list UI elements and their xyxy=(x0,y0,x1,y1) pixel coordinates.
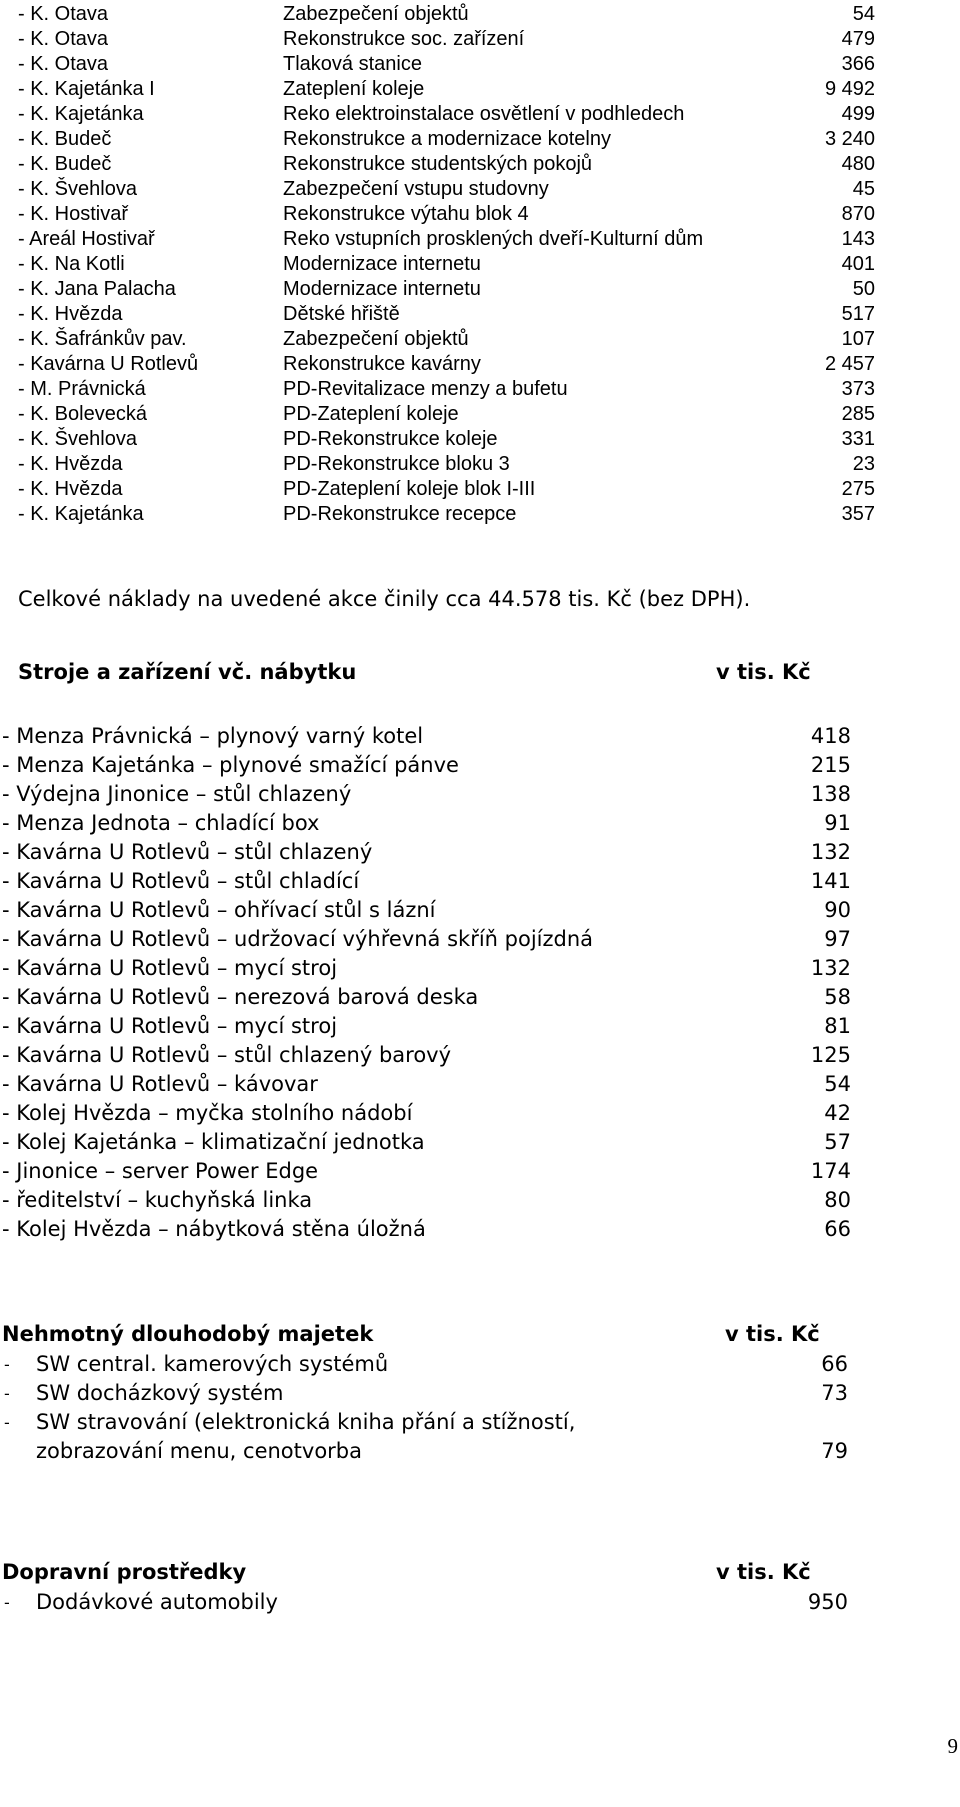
item-text: - Kolej Hvězda – nábytková stěna úložná xyxy=(2,1217,426,1241)
list-item xyxy=(0,227,960,252)
list-item xyxy=(0,983,960,1012)
project-location: - K. Otava xyxy=(18,3,109,25)
list-item xyxy=(0,1379,960,1408)
project-amount: 480 xyxy=(841,153,875,175)
list-item xyxy=(0,377,960,402)
item-text: - Menza Kajetánka – plynové smažící pánve xyxy=(2,753,459,777)
item-amount: 138 xyxy=(810,782,851,806)
project-amount: 870 xyxy=(841,203,875,225)
project-amount: 373 xyxy=(841,378,875,400)
project-location: - K. Kajetánka xyxy=(18,103,144,125)
item-text: - Kavárna U Rotlevů – mycí stroj xyxy=(2,1014,338,1038)
item-text: - Kavárna U Rotlevů – ohřívací stůl s lázní xyxy=(2,898,436,922)
list-item xyxy=(0,302,960,327)
list-item xyxy=(0,1099,960,1128)
list-item xyxy=(0,838,960,867)
item-text: zobrazování menu, cenotvorba xyxy=(36,1439,363,1463)
list-item xyxy=(0,1215,960,1244)
project-amount: 357 xyxy=(841,503,875,525)
project-location: - K. Švehlova xyxy=(18,178,137,200)
project-description: PD-Revitalizace menzy a bufetu xyxy=(283,378,568,400)
item-amount: 73 xyxy=(821,1381,848,1405)
project-amount: 2 457 xyxy=(824,353,875,375)
item-text: - Kolej Hvězda – myčka stolního nádobí xyxy=(2,1101,413,1125)
list-item xyxy=(0,277,960,302)
list-item xyxy=(0,867,960,896)
project-location: - M. Právnická xyxy=(18,378,146,400)
item-amount: 66 xyxy=(824,1217,851,1241)
item-text: SW stravování (elektronická kniha přání a stížností, xyxy=(36,1410,576,1434)
item-amount: 66 xyxy=(821,1352,848,1376)
project-description: Rekonstrukce výtahu blok 4 xyxy=(283,203,529,225)
total-cost-summary: Celkové náklady na uvedené akce činily cca 44.578 tis. Kč (bez DPH). xyxy=(18,587,751,611)
project-location: - K. Hvězda xyxy=(18,303,123,325)
project-amount: 143 xyxy=(841,228,875,250)
project-amount: 517 xyxy=(841,303,875,325)
item-amount: 132 xyxy=(810,840,851,864)
project-amount: 50 xyxy=(852,278,875,300)
project-description: Rekonstrukce studentských pokojů xyxy=(283,153,593,175)
item-amount: 215 xyxy=(810,753,851,777)
item-amount: 97 xyxy=(824,927,851,951)
item-text: - Kavárna U Rotlevů – udržovací výhřevná skříň pojízdná xyxy=(2,927,594,951)
list-item xyxy=(0,327,960,352)
project-description: Rekonstrukce soc. zařízení xyxy=(283,28,525,50)
item-amount: 950 xyxy=(807,1590,848,1614)
list-item xyxy=(0,402,960,427)
vehicles-unit: v tis. Kč xyxy=(716,1560,811,1584)
item-amount: 132 xyxy=(810,956,851,980)
list-item xyxy=(0,27,960,52)
list-item xyxy=(0,1437,960,1466)
list-item xyxy=(0,780,960,809)
list-item xyxy=(0,1588,960,1617)
item-dash: - xyxy=(4,1384,10,1403)
list-item xyxy=(0,1157,960,1186)
item-text: - ředitelství – kuchyňská linka xyxy=(2,1188,313,1212)
item-text: - Kavárna U Rotlevů – kávovar xyxy=(2,1072,318,1096)
project-location: - K. Na Kotli xyxy=(18,253,125,275)
item-amount: 80 xyxy=(824,1188,851,1212)
list-item xyxy=(0,1012,960,1041)
project-description: Rekonstrukce kavárny xyxy=(283,353,481,375)
item-text: - Kavárna U Rotlevů – stůl chladící xyxy=(2,869,360,893)
item-text: - Kavárna U Rotlevů – stůl chlazený xyxy=(2,840,373,864)
item-text: - Menza Právnická – plynový varný kotel xyxy=(2,724,424,748)
list-item xyxy=(0,252,960,277)
list-item xyxy=(0,925,960,954)
item-text: - Kavárna U Rotlevů – mycí stroj xyxy=(2,956,338,980)
project-amount: 54 xyxy=(852,3,875,25)
project-description: Modernizace internetu xyxy=(283,278,481,300)
project-description: Zabezpečení objektů xyxy=(283,328,469,350)
project-location: - K. Šafránkův pav. xyxy=(18,328,187,350)
item-text: - Menza Jednota – chladící box xyxy=(2,811,320,835)
item-text: - Výdejna Jinonice – stůl chlazený xyxy=(2,782,352,806)
project-description: Zabezpečení vstupu studovny xyxy=(283,178,549,200)
project-description: Rekonstrukce a modernizace kotelny xyxy=(283,128,611,150)
item-dash: - xyxy=(4,1413,10,1432)
item-amount: 58 xyxy=(824,985,851,1009)
project-location: - K. Hostivař xyxy=(18,203,129,225)
list-item xyxy=(0,2,960,27)
project-amount: 331 xyxy=(841,428,875,450)
project-description: PD-Zateplení koleje blok I-III xyxy=(283,478,536,500)
list-item xyxy=(0,427,960,452)
item-amount: 79 xyxy=(821,1439,848,1463)
list-item xyxy=(0,1041,960,1070)
project-amount: 3 240 xyxy=(824,128,875,150)
list-item xyxy=(0,177,960,202)
project-location: - Areál Hostivař xyxy=(18,228,155,250)
list-item xyxy=(0,751,960,780)
item-amount: 91 xyxy=(824,811,851,835)
item-text: - Kavárna U Rotlevů – stůl chlazený barový xyxy=(2,1043,452,1067)
list-item xyxy=(0,77,960,102)
project-amount: 9 492 xyxy=(824,78,875,100)
item-amount: 90 xyxy=(824,898,851,922)
item-text: - Jinonice – server Power Edge xyxy=(2,1159,319,1183)
list-item xyxy=(0,809,960,838)
project-location: - K. Kajetánka xyxy=(18,503,144,525)
project-amount: 401 xyxy=(841,253,875,275)
project-location: - K. Hvězda xyxy=(18,453,123,475)
project-location: - K. Budeč xyxy=(18,153,112,175)
list-item xyxy=(0,1070,960,1099)
item-dash: - xyxy=(4,1355,10,1374)
project-location: - Kavárna U Rotlevů xyxy=(18,353,199,375)
project-amount: 366 xyxy=(841,53,875,75)
item-amount: 81 xyxy=(824,1014,851,1038)
vehicles-heading: Dopravní prostředky xyxy=(2,1560,247,1584)
page-number: 9 xyxy=(947,1734,958,1758)
list-item xyxy=(0,502,960,527)
list-item xyxy=(0,1128,960,1157)
list-item xyxy=(0,352,960,377)
list-item xyxy=(0,477,960,502)
list-item xyxy=(0,127,960,152)
project-description: PD-Zateplení koleje xyxy=(283,403,459,425)
list-item xyxy=(0,202,960,227)
item-amount: 54 xyxy=(824,1072,851,1096)
project-location: - K. Bolevecká xyxy=(18,403,147,425)
intangible-heading: Nehmotný dlouhodobý majetek xyxy=(2,1322,374,1346)
list-item xyxy=(0,954,960,983)
item-text: - Kavárna U Rotlevů – nerezová barová deska xyxy=(2,985,479,1009)
project-description: Dětské hřiště xyxy=(283,303,400,325)
machines-heading: Stroje a zařízení vč. nábytku xyxy=(18,660,357,684)
item-amount: 42 xyxy=(824,1101,851,1125)
item-amount: 141 xyxy=(810,869,851,893)
project-location: - K. Budeč xyxy=(18,128,112,150)
project-description: PD-Rekonstrukce recepce xyxy=(283,503,517,525)
list-item xyxy=(0,1408,960,1437)
project-amount: 23 xyxy=(852,453,875,475)
project-description: Zabezpečení objektů xyxy=(283,3,469,25)
list-item xyxy=(0,52,960,77)
intangible-unit: v tis. Kč xyxy=(725,1322,820,1346)
project-description: PD-Rekonstrukce bloku 3 xyxy=(283,453,510,475)
project-location: - K. Kajetánka I xyxy=(18,78,155,100)
project-description: Modernizace internetu xyxy=(283,253,481,275)
item-text: - Kolej Kajetánka – klimatizační jednotka xyxy=(2,1130,425,1154)
project-location: - K. Švehlova xyxy=(18,428,137,450)
project-amount: 285 xyxy=(841,403,875,425)
list-item xyxy=(0,1186,960,1215)
list-item xyxy=(0,152,960,177)
item-text: Dodávkové automobily xyxy=(36,1590,278,1614)
list-item xyxy=(0,452,960,477)
item-amount: 57 xyxy=(824,1130,851,1154)
item-amount: 418 xyxy=(810,724,851,748)
project-location: - K. Otava xyxy=(18,53,109,75)
item-text: SW central. kamerových systémů xyxy=(36,1352,389,1376)
project-amount: 275 xyxy=(841,478,875,500)
project-description: PD-Rekonstrukce koleje xyxy=(283,428,498,450)
item-text: SW docházkový systém xyxy=(36,1381,284,1405)
project-amount: 479 xyxy=(841,28,875,50)
item-amount: 174 xyxy=(810,1159,851,1183)
list-item xyxy=(0,722,960,751)
project-description: Tlaková stanice xyxy=(283,53,422,75)
project-location: - K. Jana Palacha xyxy=(18,278,176,300)
list-item xyxy=(0,896,960,925)
project-amount: 499 xyxy=(841,103,875,125)
project-description: Reko vstupních prosklených dveří-Kulturní dům xyxy=(283,228,704,250)
item-amount: 125 xyxy=(810,1043,851,1067)
project-description: Zateplení koleje xyxy=(283,78,425,100)
machines-unit: v tis. Kč xyxy=(716,660,811,684)
project-location: - K. Otava xyxy=(18,28,109,50)
project-amount: 107 xyxy=(841,328,875,350)
project-description: Reko elektroinstalace osvětlení v podhledech xyxy=(283,103,685,125)
list-item xyxy=(0,102,960,127)
item-dash: - xyxy=(4,1593,10,1612)
project-location: - K. Hvězda xyxy=(18,478,123,500)
project-amount: 45 xyxy=(852,178,875,200)
list-item xyxy=(0,1350,960,1379)
